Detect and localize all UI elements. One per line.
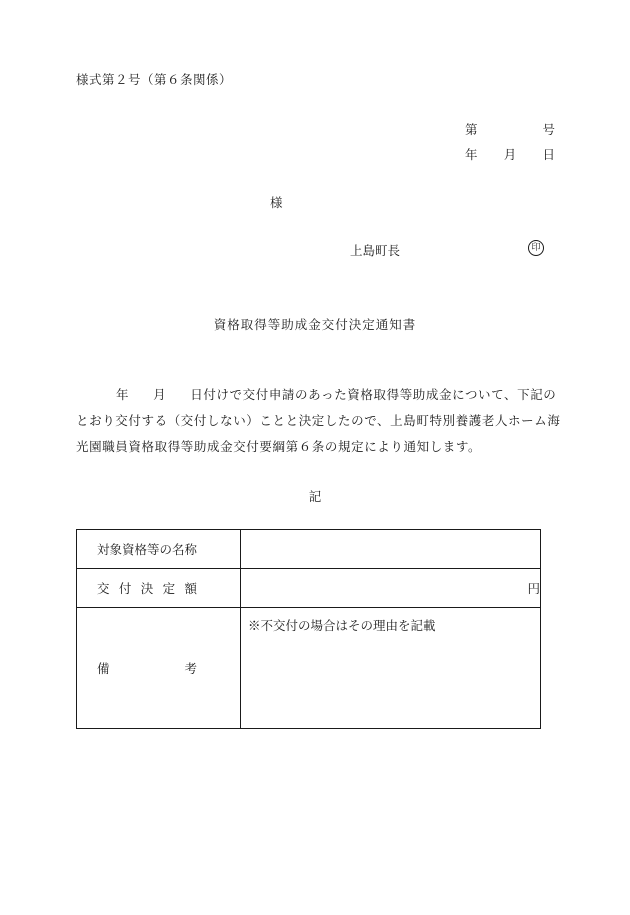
- date-day: 日: [542, 147, 555, 162]
- doc-number-suffix: 号: [542, 122, 555, 137]
- qualification-label: 対象資格等の名称: [77, 530, 241, 569]
- seal-mark: 印: [528, 240, 544, 256]
- amount-value[interactable]: [241, 569, 541, 608]
- document-number: [465, 120, 555, 138]
- table-row-amount: [77, 569, 541, 608]
- date-year: 年: [465, 147, 478, 162]
- ki-heading: 記: [308, 489, 322, 504]
- body-month: 月: [153, 387, 167, 402]
- remarks-value[interactable]: [241, 608, 541, 729]
- details-table: [76, 529, 541, 729]
- date-month: 月: [503, 147, 517, 162]
- recipient: 様: [270, 195, 283, 210]
- remarks-label: 備 考: [77, 608, 241, 729]
- body-line-2: とおり交付する（交付しない）ことと決定したので、上島町特別養護老人ホーム海: [76, 413, 561, 428]
- table-row-qualification: [77, 530, 541, 569]
- issuer: 上島町長: [350, 243, 401, 258]
- body-line-1-rest: 日付けで交付申請のあった資格取得等助成金について、下記の: [190, 387, 557, 402]
- amount-unit: 円: [527, 581, 540, 596]
- form-number: 様式第２号（第６条関係）: [76, 72, 233, 87]
- document-date: [465, 145, 555, 163]
- doc-number-prefix: 第: [465, 122, 478, 137]
- remarks-note: ※不交付の場合はその理由を記載: [248, 618, 436, 633]
- body-line-3: 光園職員資格取得等助成金交付要綱第６条の規定により通知します。: [76, 439, 482, 454]
- body-text: [76, 382, 561, 460]
- amount-label: 交 付 決 定 額: [77, 569, 241, 608]
- table-row-remarks: [77, 608, 541, 729]
- qualification-value[interactable]: [241, 530, 541, 569]
- document-title: 資格取得等助成金交付決定通知書: [213, 317, 417, 332]
- body-year: 年: [116, 387, 130, 402]
- body-line-1: [76, 382, 557, 408]
